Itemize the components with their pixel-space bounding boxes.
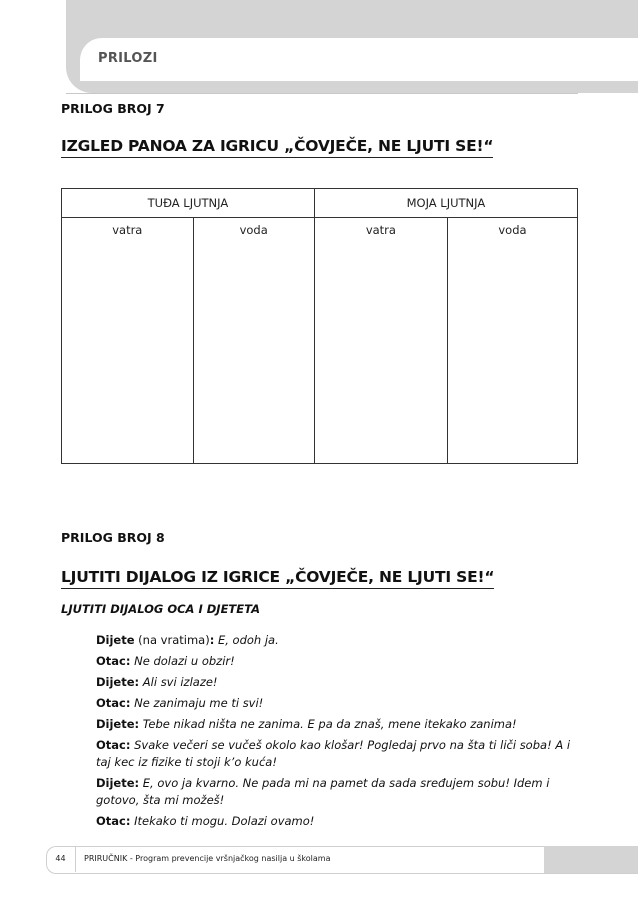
dialog-line: Dijete: Ali svi izlaze! — [96, 675, 218, 689]
column-voda-2: voda — [447, 218, 577, 464]
page-number: 44 — [46, 846, 76, 872]
dialog-line: Otac: Svake večeri se vučeš okolo kao klošar! Pogledaj prvo na šta ti liči soba! A i taj kec iz fizike ti stoji k’o kuća! — [96, 738, 571, 769]
prilog-7-label: PRILOG BROJ 7 — [61, 101, 165, 116]
dialog-subtitle: LJUTITI DIJALOG OCA I DJETETA — [61, 602, 260, 616]
footer-text: PRIRUČNIK - Program prevencije vršnjačkog nasilja u školama — [84, 854, 331, 863]
prilog-7-title: IZGLED PANOA ZA IGRICU „ČOVJEČE, NE LJUTI SE!“ — [61, 137, 493, 158]
dialog-line: Otac: Ne zanimaju me ti svi! — [96, 696, 264, 710]
section-title: PRILOZI — [98, 51, 158, 66]
footer-grey-tab — [544, 846, 638, 873]
column-voda-1: voda — [193, 218, 314, 464]
header-divider — [66, 93, 578, 94]
dialog-line: Dijete (na vratima): E, odoh ja. — [96, 633, 279, 647]
column-vatra-1: vatra — [62, 218, 194, 464]
header-inner-panel — [80, 38, 638, 81]
column-vatra-2: vatra — [314, 218, 447, 464]
group-header-moja: MOJA LJUTNJA — [314, 189, 577, 218]
group-header-tudja: TUĐA LJUTNJA — [62, 189, 315, 218]
dialog-line: Otac: Itekako ti mogu. Dolazi ovamo! — [96, 814, 315, 828]
game-board-table — [61, 188, 578, 464]
prilog-8-label: PRILOG BROJ 8 — [61, 530, 165, 545]
dialog-line: Dijete: Tebe nikad ništa ne zanima. E pa da znaš, mene itekako zanima! — [96, 717, 517, 731]
prilog-8-title: LJUTITI DIJALOG IZ IGRICE „ČOVJEČE, NE LJUTI SE!“ — [61, 568, 494, 589]
dialog-block — [96, 632, 576, 834]
dialog-line: Dijete: E, ovo ja kvarno. Ne pada mi na pamet da sada sređujem sobu! Idem i gotovo, šta mi možeš! — [96, 776, 550, 807]
dialog-line: Otac: Ne dolazi u obzir! — [96, 654, 235, 668]
